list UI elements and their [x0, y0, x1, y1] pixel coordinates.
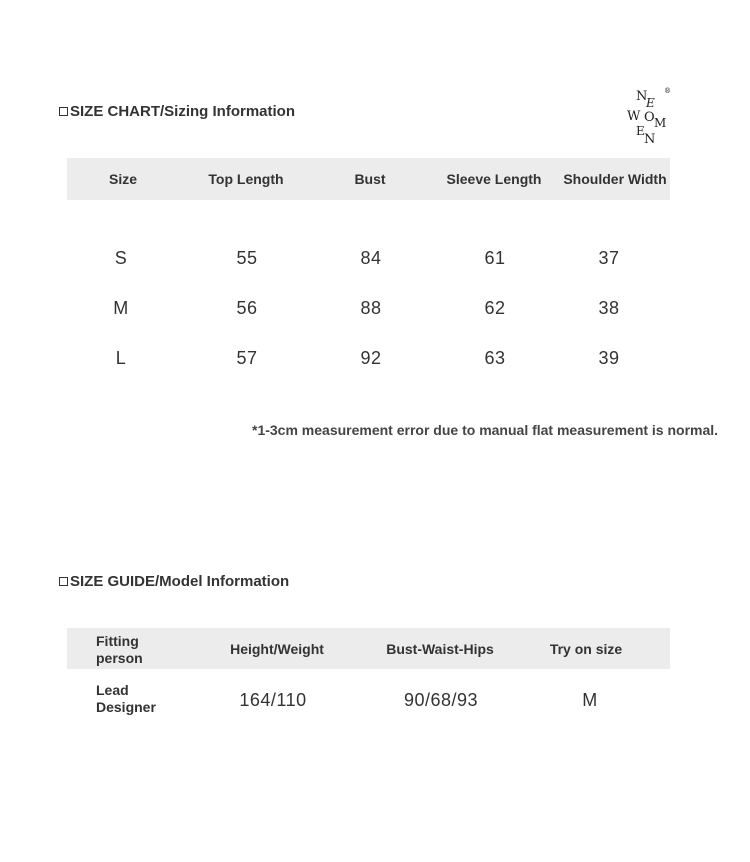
header-fitting-line2: person — [96, 650, 143, 666]
svg-text:W: W — [627, 109, 641, 124]
header-bust: Bust — [354, 171, 386, 187]
cell-sleeve-length: 62 — [484, 298, 506, 318]
person-line1: Lead — [96, 682, 129, 698]
header-height-weight: Height/Weight — [230, 641, 324, 657]
cell-try-on-size: M — [582, 690, 598, 710]
svg-text:E: E — [646, 96, 655, 110]
size-chart-title-text: SIZE CHART/Sizing Information — [70, 103, 295, 120]
cell-shoulder-width: 39 — [598, 348, 620, 368]
header-fitting-line1: Fitting — [96, 633, 139, 649]
cell-top-length: 55 — [236, 248, 258, 268]
svg-text:E: E — [636, 124, 645, 138]
size-chart-title — [59, 103, 295, 120]
header-try-on-size: Try on size — [549, 641, 623, 657]
cell-shoulder-width: 37 — [598, 248, 620, 268]
cell-bust: 92 — [360, 348, 382, 368]
svg-text:M: M — [654, 116, 667, 130]
cell-sleeve-length: 61 — [484, 248, 506, 268]
cell-bust: 84 — [360, 248, 382, 268]
header-sleeve-length: Sleeve Length — [446, 171, 542, 187]
header-bust-waist-hips: Bust-Waist-Hips — [386, 641, 494, 657]
cell-height-weight: 164/110 — [239, 690, 307, 710]
person-line2: Designer — [96, 699, 156, 715]
registered-mark: ® — [664, 87, 671, 95]
checkbox-icon — [59, 577, 68, 586]
checkbox-icon — [59, 107, 68, 116]
cell-bust-waist-hips: 90/68/93 — [403, 690, 479, 710]
header-size: Size — [108, 171, 138, 187]
svg-text:N: N — [644, 132, 656, 147]
cell-top-length: 57 — [236, 348, 258, 368]
cell-shoulder-width: 38 — [598, 298, 620, 318]
cell-sleeve-length: 63 — [484, 348, 506, 368]
svg-text:O: O — [644, 110, 655, 125]
header-fitting-person — [96, 633, 143, 667]
cell-bust: 88 — [360, 298, 382, 318]
brand-logo — [624, 85, 672, 147]
size-guide-title-text: SIZE GUIDE/Model Information — [70, 573, 290, 590]
cell-top-length: 56 — [236, 298, 258, 318]
cell-size: L — [115, 348, 127, 368]
cell-size: M — [113, 298, 129, 318]
svg-text:N: N — [636, 89, 648, 104]
header-shoulder-width: Shoulder Width — [563, 171, 667, 187]
header-top-length: Top Length — [208, 171, 284, 187]
size-guide-title — [59, 573, 289, 590]
cell-size: S — [114, 248, 128, 268]
measurement-note: *1-3cm measurement error due to manual flat measurement is normal. — [252, 422, 719, 438]
cell-fitting-person — [96, 682, 156, 716]
